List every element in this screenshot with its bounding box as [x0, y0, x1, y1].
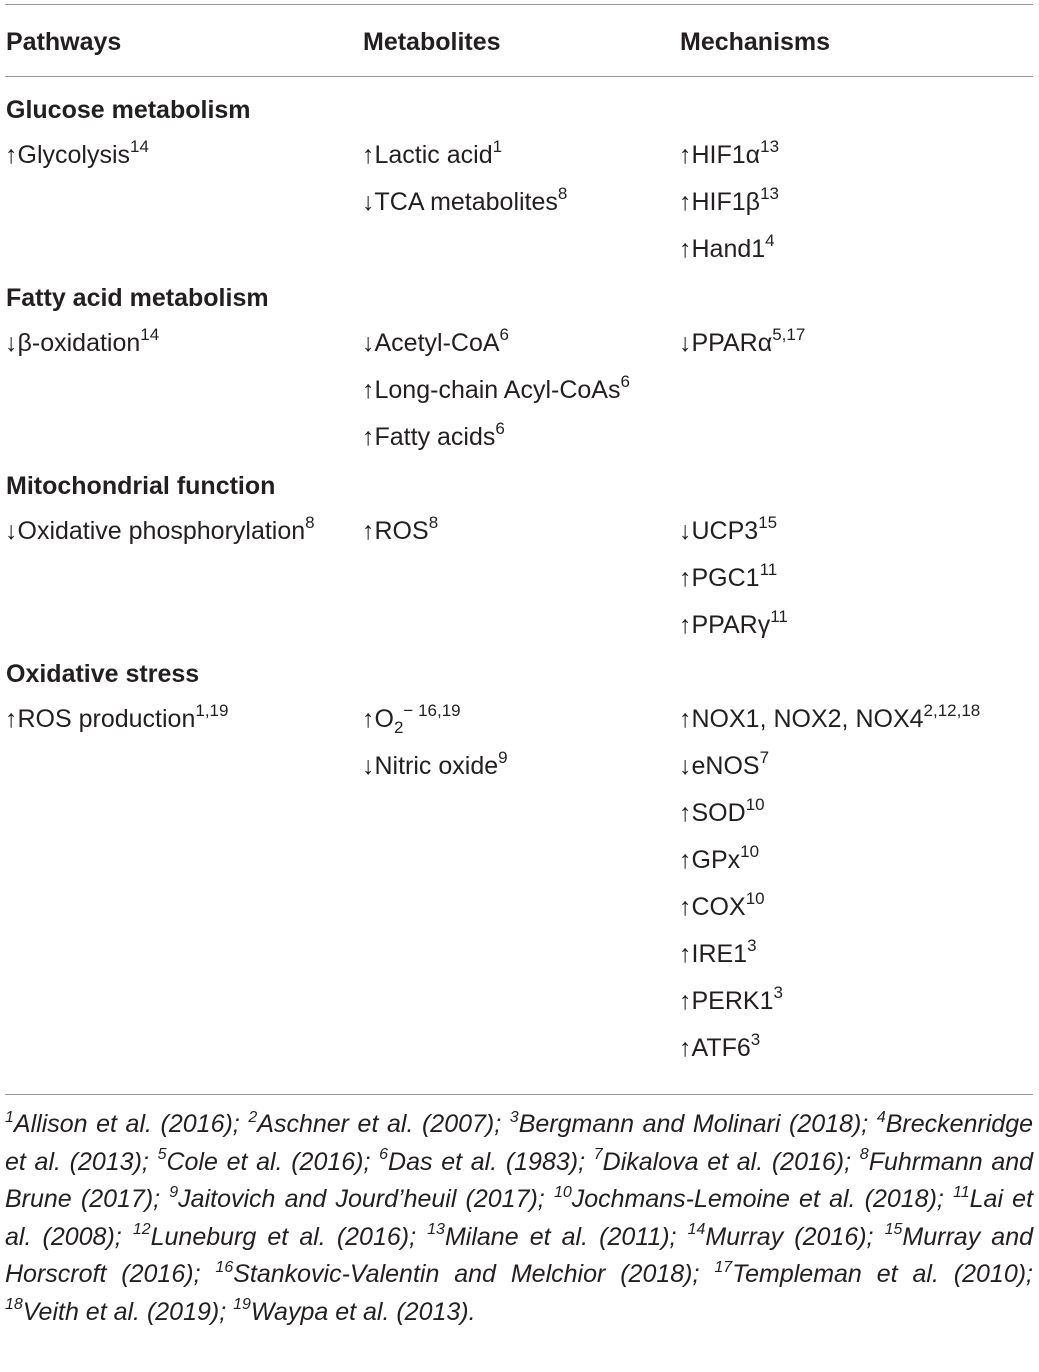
- metabolite-cell: [362, 508, 438, 555]
- top-rule: [5, 4, 1033, 5]
- mechanism-ref: 2,12,18: [923, 700, 981, 720]
- mechanism-text: ↑PERK1: [679, 987, 774, 1015]
- footnote-number: 9: [169, 1183, 179, 1201]
- footnote-text: Aschner et al. (2007);: [257, 1110, 502, 1138]
- footnote-number: 1: [5, 1108, 14, 1126]
- mechanism-text: ↑SOD: [679, 799, 746, 827]
- metabolite-text: ↑Lactic acid: [362, 141, 493, 169]
- footnote-text: Templeman et al. (2010);: [732, 1260, 1033, 1288]
- mechanism-ref: 13: [760, 183, 779, 203]
- footnote-text: Stankovic-Valentin and Melchior (2018);: [233, 1260, 700, 1288]
- metabolite-cell: [362, 743, 508, 790]
- metabolite-cell: [362, 367, 630, 414]
- table-row: [5, 226, 1033, 273]
- footnote-item: [427, 1223, 676, 1251]
- footnote-text: Jochmans-Lemoine et al. (2018);: [571, 1185, 944, 1213]
- table-row: [5, 837, 1033, 884]
- mechanism-cell: [679, 790, 765, 837]
- mechanism-text: ↓eNOS: [679, 752, 760, 780]
- footnote-text: Bergmann and Molinari (2018);: [518, 1110, 869, 1138]
- table-row: [5, 132, 1033, 179]
- footnote-number: 12: [132, 1221, 151, 1239]
- mechanism-ref: 3: [773, 982, 783, 1002]
- pathway-text: ↓β-oxidation: [5, 329, 141, 357]
- metabolite-text: ↓Nitric oxide: [362, 752, 499, 780]
- metabolite-ref: 6: [499, 324, 510, 344]
- table-row: [5, 555, 1033, 602]
- header-rule: [5, 76, 1033, 77]
- header-mechanisms: Mechanisms: [680, 28, 831, 56]
- table-row: [5, 320, 1033, 367]
- mechanism-text: ↑COX: [679, 893, 746, 921]
- table-row: [5, 931, 1033, 978]
- footnotes: [5, 1106, 1033, 1331]
- footnote-text: Murray and Horscroft (2016);: [5, 1222, 1033, 1288]
- mechanism-ref: 15: [758, 512, 778, 532]
- footnote-text: Luneburg et al. (2016);: [150, 1222, 417, 1251]
- metabolite-ref: − 16,19: [403, 700, 461, 720]
- footnote-number: 2: [248, 1108, 258, 1126]
- footnote-text: Milane et al. (2011);: [444, 1222, 677, 1251]
- mechanism-text: ↑PGC1: [679, 564, 760, 592]
- metabolite-cell: [362, 132, 502, 179]
- table-row: [5, 602, 1033, 649]
- metabolite-text: ↑Long-chain Acyl-CoAs: [362, 376, 621, 404]
- mechanism-ref: 11: [759, 559, 778, 579]
- metabolite-ref: 6: [495, 418, 505, 438]
- footnote-text: Murray (2016);: [705, 1222, 874, 1251]
- pathway-ref: 8: [305, 512, 315, 532]
- section-title: Mitochondrial function: [6, 472, 276, 500]
- table-row: [5, 1025, 1033, 1072]
- footnote-rule: [5, 1094, 1033, 1095]
- footnote-text: Waypa et al. (2013).: [250, 1297, 476, 1326]
- pathway-cell: [5, 696, 228, 743]
- pathway-text: ↓Oxidative phosphorylation: [5, 517, 306, 545]
- mechanism-cell: [679, 696, 980, 743]
- mechanism-cell: [679, 931, 757, 978]
- footnote-number: 19: [233, 1296, 251, 1314]
- metabolite-text: ↓Acetyl-CoA: [362, 329, 500, 357]
- mechanism-cell: [679, 132, 779, 179]
- footnote-text: Cole et al. (2016);: [166, 1147, 371, 1176]
- footnote-item: [233, 1298, 475, 1326]
- mechanism-cell: [679, 179, 779, 226]
- metabolite-text: ↑O: [362, 705, 394, 733]
- metabolite-ref: 8: [557, 183, 568, 203]
- footnote-text: Veith et al. (2019);: [22, 1297, 227, 1326]
- section-title: Oxidative stress: [6, 660, 200, 688]
- mechanism-text: ↑PPARγ: [679, 611, 771, 639]
- mechanism-text: ↑HIF1β: [679, 188, 761, 216]
- mechanism-ref: 5,17: [772, 324, 806, 344]
- mechanism-ref: 7: [759, 747, 770, 767]
- footnote-number: 13: [427, 1221, 445, 1239]
- mechanism-ref: 10: [745, 794, 765, 814]
- footnote-item: [169, 1185, 545, 1213]
- mechanism-ref: 11: [770, 606, 788, 626]
- mechanism-text: ↓UCP3: [679, 517, 759, 545]
- pathway-cell: [5, 132, 149, 179]
- mechanism-text: ↑GPx: [679, 846, 741, 874]
- mechanism-cell: [679, 884, 765, 931]
- footnote-text: Lai et al. (2008);: [5, 1185, 1034, 1251]
- footnote-item: [688, 1223, 874, 1251]
- footnote-number: 7: [593, 1146, 603, 1164]
- footnote-number: 11: [953, 1183, 970, 1201]
- footnote-text: Das et al. (1983);: [388, 1147, 586, 1176]
- footnote-text: Dikalova et al. (2016);: [602, 1147, 852, 1176]
- pathway-text: ↑Glycolysis: [5, 141, 131, 169]
- footnote-number: 16: [215, 1258, 234, 1276]
- mechanism-cell: [679, 602, 788, 649]
- table-row: [5, 508, 1033, 555]
- mechanism-text: ↑IRE1: [679, 940, 748, 968]
- metabolite-cell: [362, 320, 509, 367]
- footnote-item: [248, 1110, 501, 1138]
- mechanism-ref: 4: [765, 230, 775, 250]
- footnote-text: Breckenridge et al. (2013);: [5, 1110, 1034, 1176]
- table-row: [5, 696, 1033, 743]
- footnote-item: [5, 1298, 226, 1326]
- footnote-number: 14: [687, 1221, 706, 1239]
- metabolite-cell: [362, 696, 461, 743]
- footnote-item: [554, 1185, 944, 1213]
- footnote-item: [5, 1110, 240, 1138]
- mechanism-cell: [679, 320, 805, 367]
- metabolite-ref: 9: [498, 747, 508, 767]
- mechanism-cell: [679, 978, 783, 1025]
- footnote-number: 15: [884, 1221, 903, 1239]
- metabolite-ref: 8: [428, 512, 439, 532]
- header-pathways: Pathways: [6, 28, 122, 56]
- table-row: [5, 179, 1033, 226]
- pathway-ref: 14: [130, 136, 149, 156]
- table-row: [5, 790, 1033, 837]
- section-title: Glucose metabolism: [6, 96, 251, 124]
- table-row: [5, 978, 1033, 1025]
- mechanism-text: ↑HIF1α: [679, 141, 761, 169]
- mechanism-text: ↑NOX1, NOX2, NOX4: [679, 705, 924, 733]
- table-row: [5, 884, 1033, 931]
- metabolite-text: ↑ROS: [362, 517, 429, 545]
- metabolite-text: ↓TCA metabolites: [362, 188, 558, 216]
- footnote-number: 6: [379, 1146, 389, 1164]
- footnote-item: [215, 1260, 699, 1288]
- metabolite-ref: 1: [492, 136, 503, 156]
- section-title: Fatty acid metabolism: [6, 284, 269, 312]
- mechanism-text: ↑ATF6: [679, 1034, 751, 1062]
- mechanism-cell: [679, 508, 777, 555]
- footnote-number: 10: [553, 1183, 572, 1201]
- footnote-text: Allison et al. (2016);: [13, 1110, 240, 1138]
- mechanism-ref: 13: [760, 136, 780, 156]
- pathway-text: ↑ROS production: [5, 705, 196, 733]
- metabolite-cell: [362, 414, 505, 461]
- footnote-number: 5: [157, 1146, 167, 1164]
- header-metabolites: Metabolites: [363, 28, 501, 56]
- footnote-item: [379, 1148, 585, 1176]
- footnote-number: 4: [876, 1108, 886, 1126]
- metabolite-ref: 6: [620, 371, 630, 391]
- mechanism-cell: [679, 555, 777, 602]
- footnote-number: 17: [714, 1258, 733, 1276]
- mechanism-cell: [679, 743, 769, 790]
- metabolite-subscript: 2: [393, 718, 404, 737]
- pathway-cell: [5, 508, 315, 555]
- metabolite-cell: [362, 179, 567, 226]
- table-row: [5, 743, 1033, 790]
- table-row: [5, 367, 1033, 414]
- mechanism-ref: 10: [745, 888, 765, 908]
- footnote-text: Jaitovich and Jourd’heuil (2017);: [178, 1185, 545, 1213]
- mechanism-text: ↑Hand1: [679, 235, 766, 263]
- mechanism-ref: 3: [747, 935, 757, 955]
- footnote-number: 8: [859, 1146, 869, 1164]
- mechanism-ref: 10: [740, 841, 760, 861]
- footnote-item: [133, 1223, 416, 1251]
- footnote-item: [158, 1148, 371, 1176]
- mechanism-ref: 3: [750, 1029, 761, 1049]
- table-row: [5, 414, 1033, 461]
- mechanism-cell: [679, 837, 759, 884]
- data-table: [5, 85, 1033, 1072]
- pathway-ref: 1,19: [195, 700, 229, 720]
- pathway-ref: 14: [140, 324, 160, 344]
- footnote-item: [510, 1110, 868, 1138]
- mechanism-text: ↓PPARα: [679, 329, 773, 357]
- footnote-item: [714, 1260, 1033, 1288]
- pathway-cell: [5, 320, 159, 367]
- footnote-item: [594, 1148, 851, 1176]
- footnote-number: 3: [509, 1108, 519, 1126]
- mechanism-cell: [679, 226, 775, 273]
- footnote-text: Fuhrmann and Brune (2017);: [5, 1147, 1034, 1213]
- footnote-number: 18: [5, 1296, 23, 1314]
- metabolite-text: ↑Fatty acids: [362, 423, 496, 451]
- mechanism-cell: [679, 1025, 760, 1072]
